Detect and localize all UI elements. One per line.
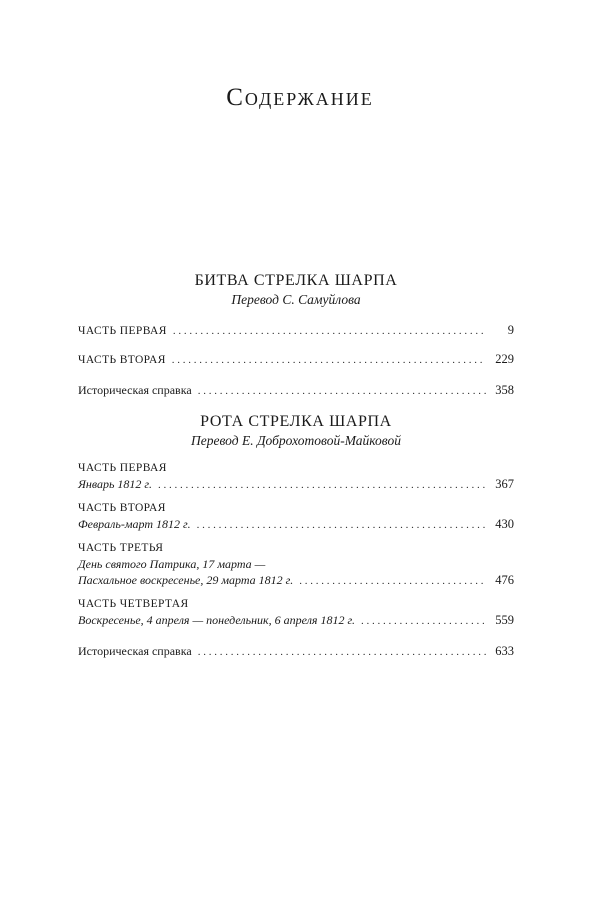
- toc-page-number: 367: [495, 477, 514, 491]
- book1-toc: [78, 322, 514, 399]
- book1-translator: Перевод С. Самуйлова: [231, 292, 361, 307]
- book2-title: РОТА СТРЕЛКА ШАРПА: [200, 413, 392, 430]
- book2-section: [78, 413, 514, 449]
- leader-dots: [198, 383, 486, 399]
- toc-label: Историческая справка: [78, 644, 192, 658]
- toc-entry-book2-part1[interactable]: [78, 461, 514, 493]
- toc-label-line1: День святого Патрика, 17 марта —: [78, 557, 266, 571]
- part-label: ЧАСТЬ ПЕРВАЯ: [78, 462, 167, 474]
- toc-label: ЧАСТЬ ВТОРАЯ: [78, 354, 166, 366]
- page-title: Содержание: [226, 84, 374, 111]
- leader-dots: [172, 352, 486, 368]
- leader-dots: [197, 517, 486, 533]
- leader-dots: [299, 573, 486, 589]
- toc-label: Февраль-март 1812 г.: [78, 517, 191, 531]
- toc-label: Воскресенье, 4 апреля — понедельник, 6 апреля 1812 г.: [78, 613, 356, 627]
- part-label: ЧАСТЬ ВТОРАЯ: [78, 502, 166, 514]
- leader-dots: [361, 613, 486, 629]
- toc-label: Январь 1812 г.: [78, 477, 152, 491]
- part-label: ЧАСТЬ ТРЕТЬЯ: [78, 542, 164, 554]
- toc-label: Пасхальное воскресенье, 29 марта 1812 г.: [78, 573, 294, 587]
- toc-page-number: 358: [495, 383, 514, 397]
- toc-page-number: 633: [495, 644, 514, 658]
- book1-title: БИТВА СТРЕЛКА ШАРПА: [194, 272, 398, 289]
- leader-dots: [198, 644, 486, 660]
- book2-translator: Перевод Е. Доброхотовой-Майковой: [191, 433, 401, 448]
- book1-section: [78, 272, 514, 308]
- toc-page-number: 430: [495, 517, 514, 531]
- toc-page-number: 9: [507, 323, 514, 337]
- toc-page-number: 229: [495, 352, 514, 366]
- toc-page-number: 559: [495, 613, 514, 627]
- toc-entry-book1-notes[interactable]: [78, 382, 514, 399]
- toc-entry-book2-part2[interactable]: [78, 501, 514, 533]
- toc-page-number: 476: [495, 573, 514, 587]
- toc-entry-book2-part4[interactable]: [78, 597, 514, 629]
- toc-entry-book1-part1[interactable]: [78, 322, 514, 339]
- book2-toc: [78, 461, 514, 660]
- toc-entry-book2-notes[interactable]: [78, 643, 514, 660]
- toc-label: Историческая справка: [78, 383, 192, 397]
- toc-label: ЧАСТЬ ПЕРВАЯ: [78, 325, 167, 337]
- leader-dots: [173, 323, 486, 339]
- toc-entry-book1-part2[interactable]: [78, 351, 514, 368]
- toc-entry-book2-part3[interactable]: [78, 541, 514, 589]
- part-label: ЧАСТЬ ЧЕТВЕРТАЯ: [78, 598, 189, 610]
- leader-dots: [158, 477, 486, 493]
